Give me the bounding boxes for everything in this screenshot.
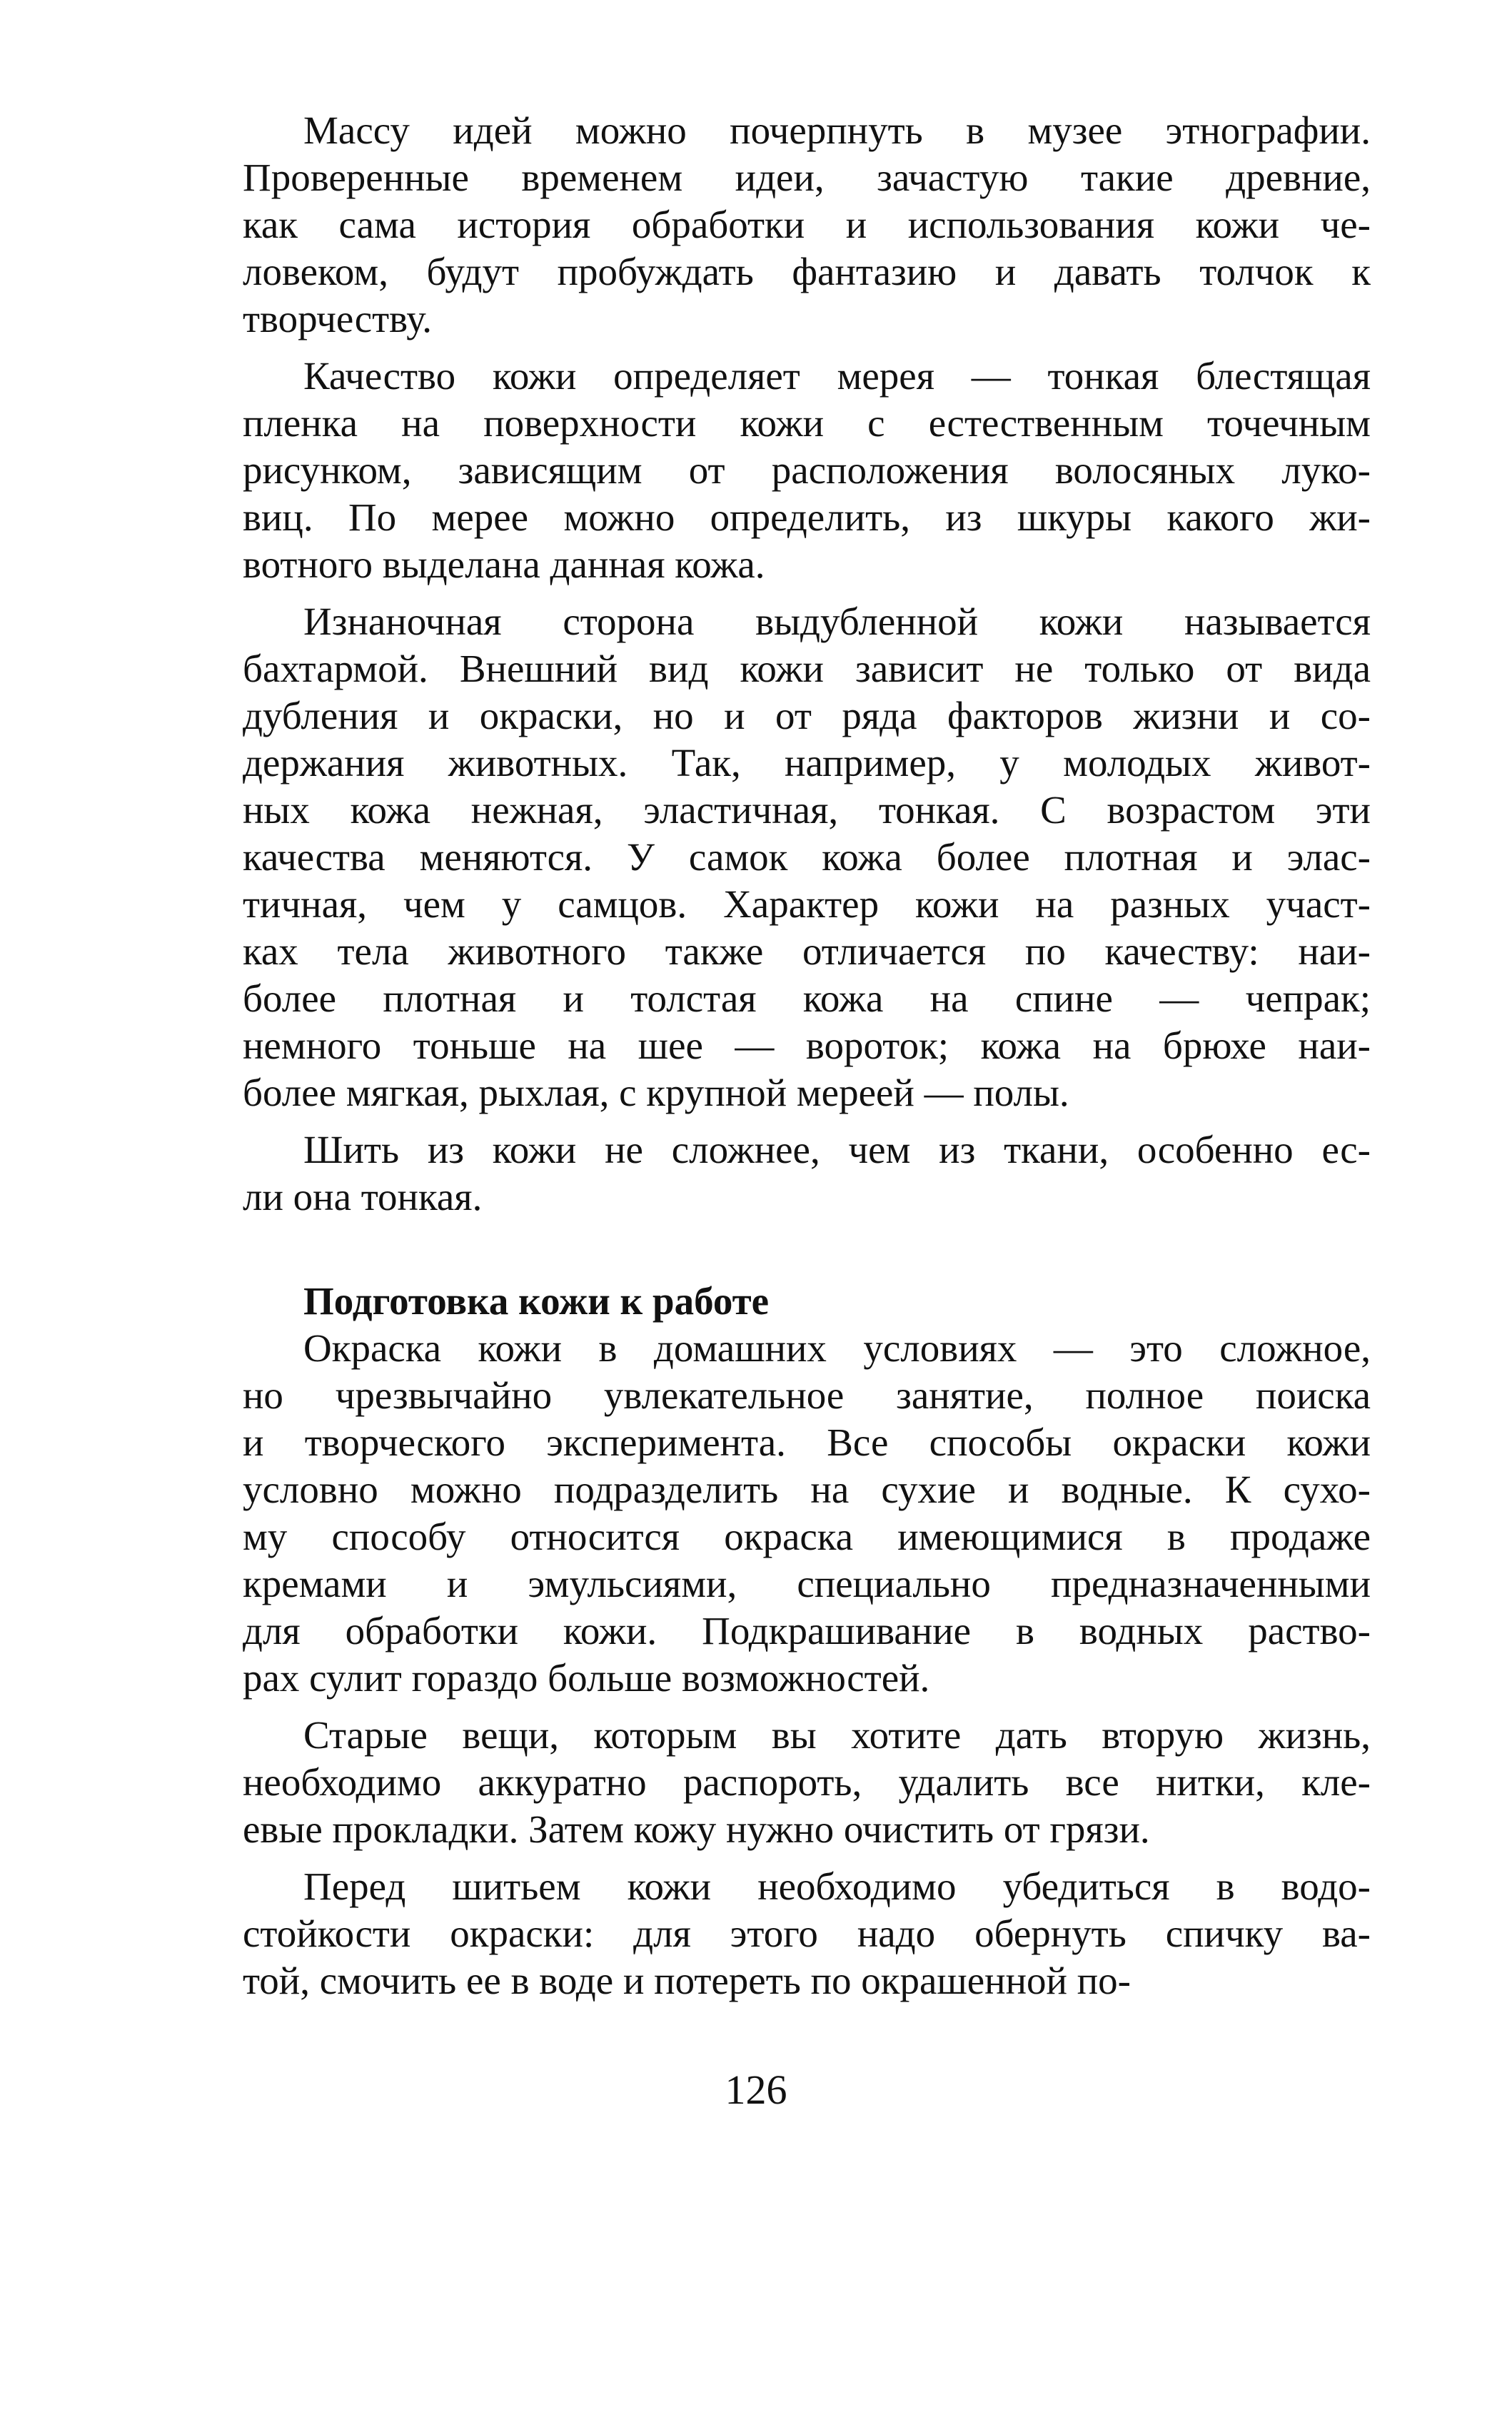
text-line: более мягкая, рыхлая, с крупной мереей — полы. <box>243 1071 1069 1114</box>
text-block-top <box>243 107 1371 1221</box>
text-line: ных кожа нежная, эластичная, тонкая. С возрастом эти <box>243 788 1371 832</box>
text-line: немного тоньше на шее — вороток; кожа на брюхе наи- <box>243 1024 1371 1067</box>
page-number: 126 <box>725 2067 787 2113</box>
text-line: более плотная и толстая кожа на спине — чепрак; <box>243 977 1371 1020</box>
text-line: качества меняются. У самок кожа более плотная и элас- <box>243 835 1371 879</box>
text-line: держания животных. Так, например, у молодых живот- <box>243 741 1371 784</box>
text-line: Перед шитьем кожи необходимо убедиться в водо- <box>303 1865 1371 1908</box>
paragraph <box>243 1325 1371 1702</box>
text-line: Шить из кожи не сложнее, чем из ткани, особенно ес- <box>303 1128 1371 1171</box>
paragraph <box>243 107 1371 343</box>
text-block-bottom <box>243 1325 1371 2004</box>
text-line: Окраска кожи в домашних условиях — это сложное, <box>303 1326 1371 1370</box>
text-line: рисунком, зависящим от расположения волосяных луко- <box>243 448 1371 492</box>
paragraph <box>243 353 1371 588</box>
paragraph <box>243 1126 1371 1221</box>
text-line: Проверенные временем идеи, зачастую такие древние, <box>243 156 1371 199</box>
text-line: вотного выделана данная кожа. <box>243 543 765 586</box>
text-line: рах сулит гораздо больше возможностей. <box>243 1656 930 1700</box>
section-heading: Подготовка кожи к работе <box>303 1279 770 1323</box>
text-line: ли она тонкая. <box>243 1175 483 1218</box>
text-line: пленка на поверхности кожи с естественным точечным <box>243 401 1371 445</box>
text-line: евые прокладки. Затем кожу нужно очистить от грязи. <box>243 1807 1150 1851</box>
paragraph <box>243 1712 1371 1853</box>
text-line: и творческого эксперимента. Все способы окраски кожи <box>243 1421 1371 1464</box>
page-body <box>243 107 1371 2014</box>
text-line: дубления и окраски, но и от ряда факторов жизни и со- <box>243 694 1371 737</box>
text-line: для обработки кожи. Подкрашивание в водных раство- <box>243 1609 1371 1653</box>
text-line: Качество кожи определяет мерея — тонкая блестящая <box>303 354 1371 398</box>
text-line: Старые вещи, которым вы хотите дать вторую жизнь, <box>303 1713 1371 1757</box>
text-line: тичная, чем у самцов. Характер кожи на разных участ- <box>243 882 1371 926</box>
text-line: как сама история обработки и использования кожи че- <box>243 203 1371 246</box>
text-line: но чрезвычайно увлекательное занятие, полное поиска <box>243 1373 1371 1417</box>
text-line: бахтармой. Внешний вид кожи зависит не только от вида <box>243 647 1371 690</box>
text-line: необходимо аккуратно распороть, удалить все нитки, кле- <box>243 1760 1371 1804</box>
text-line: му способу относится окраска имеющимися в продаже <box>243 1515 1371 1558</box>
paragraph <box>243 598 1371 1116</box>
text-line: условно можно подразделить на сухие и водные. К сухо- <box>243 1468 1371 1511</box>
paragraph <box>243 1863 1371 2004</box>
text-line: Изнаночная сторона выдубленной кожи называется <box>303 600 1371 643</box>
text-line: Массу идей можно почерпнуть в музее этнографии. <box>303 109 1371 152</box>
text-line: кремами и эмульсиями, специально предназначенными <box>243 1562 1371 1605</box>
text-line: ловеком, будут пробуждать фантазию и давать толчок к <box>243 250 1371 293</box>
text-line: виц. По мерее можно определить, из шкуры какого жи- <box>243 495 1371 539</box>
text-line: стойкости окраски: для этого надо обернуть спичку ва- <box>243 1912 1371 1955</box>
text-line: ках тела животного также отличается по качеству: наи- <box>243 929 1371 973</box>
text-line: творчеству. <box>243 297 432 340</box>
text-line: той, смочить ее в воде и потереть по окрашенной по- <box>243 1959 1131 2002</box>
